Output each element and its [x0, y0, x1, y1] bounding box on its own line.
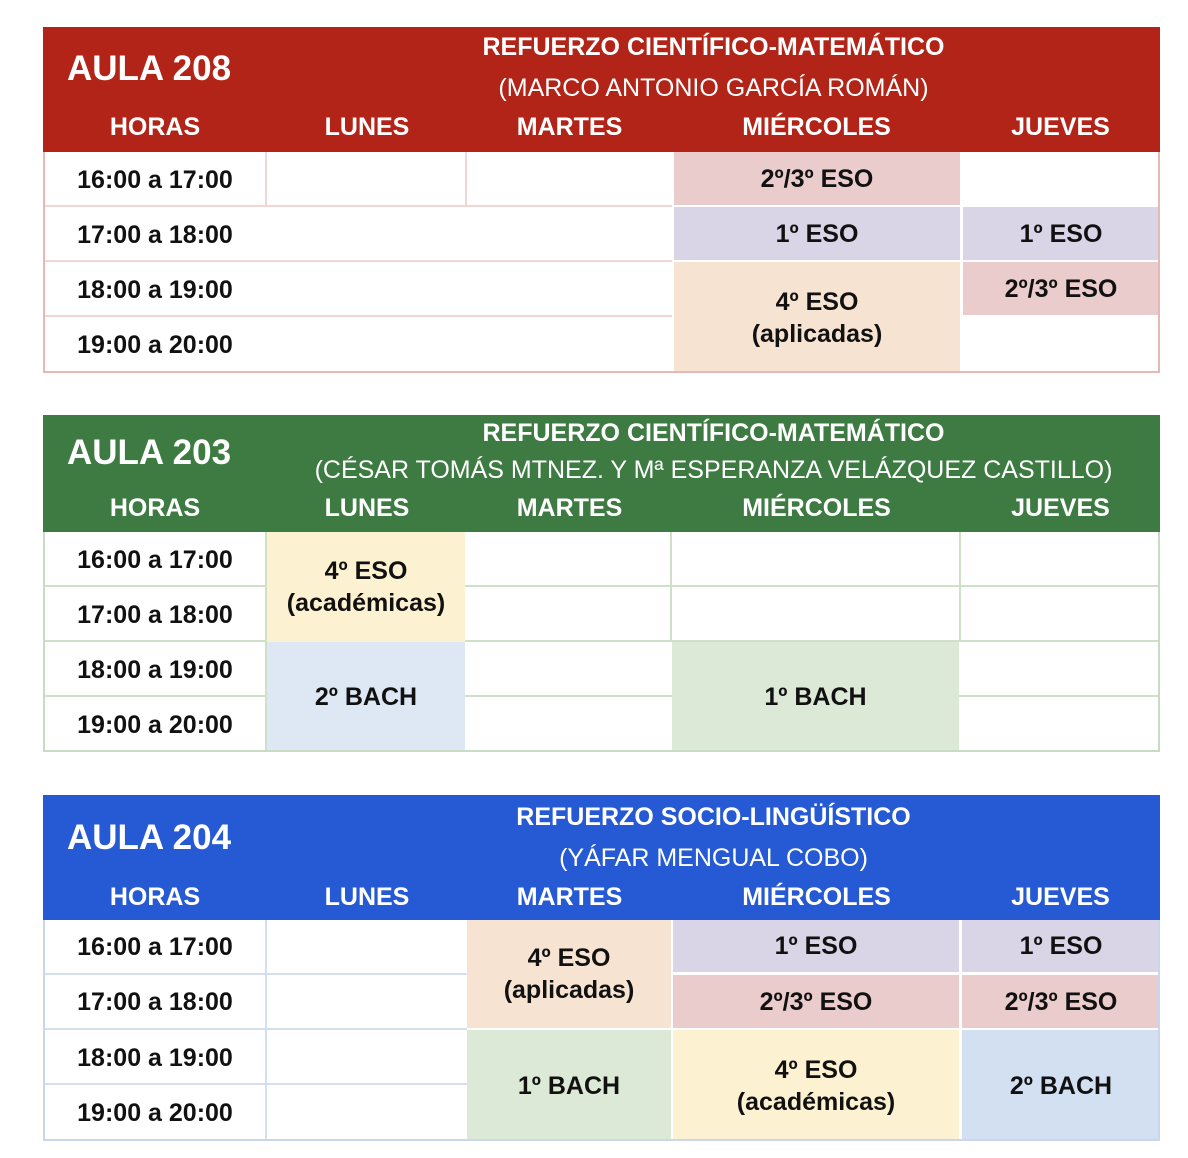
hour-label: 18:00 a 19:00: [77, 1043, 233, 1072]
grid-line: [43, 585, 267, 587]
session-cell: 2º BACH: [962, 1030, 1160, 1141]
session-cell: [267, 532, 465, 642]
column-header-lunes: LUNES: [324, 494, 410, 522]
hour-label: 18:00 a 19:00: [77, 275, 233, 304]
schedule-body: [43, 532, 1160, 752]
column-header-jueves: JUEVES: [1011, 494, 1110, 522]
schedule-header: [43, 415, 1160, 532]
room-title: AULA 204: [67, 818, 232, 857]
session-cell: [467, 920, 671, 1028]
schedule-body: [43, 920, 1160, 1141]
column-header-jueves: JUEVES: [1011, 113, 1110, 141]
session-cell: 1º ESO: [963, 207, 1159, 260]
schedule-body: [43, 152, 1160, 373]
grid-line: [43, 640, 267, 642]
session-cell: 1º BACH: [467, 1030, 671, 1141]
session-cell: 1º ESO: [674, 207, 960, 260]
grid-line: [265, 532, 267, 752]
hour-label: 17:00 a 18:00: [77, 987, 233, 1016]
subject-title: REFUERZO SOCIO-LINGÜÍSTICO: [516, 803, 911, 831]
grid-line: [465, 640, 1160, 642]
column-header-horas: HORAS: [109, 113, 201, 141]
teacher-name: (CÉSAR TOMÁS MTNEZ. Y Mª ESPERANZA VELÁZQUEZ CASTILLO): [314, 456, 1113, 484]
hour-label: 16:00 a 17:00: [77, 932, 233, 961]
column-header-horas: HORAS: [109, 494, 201, 522]
column-header-martes: MARTES: [516, 883, 623, 911]
column-header-jueves: JUEVES: [1011, 883, 1110, 911]
column-header-lunes: LUNES: [324, 883, 410, 911]
grid-line: [43, 973, 467, 975]
hour-label: 19:00 a 20:00: [77, 1099, 233, 1127]
session-line: (académicas): [736, 1087, 896, 1116]
teacher-name: (YÁFAR MENGUAL COBO): [559, 844, 868, 872]
session-cell: 2º/3º ESO: [962, 975, 1160, 1028]
grid-line: [670, 532, 672, 642]
session-line: 4º ESO: [527, 944, 611, 972]
grid-line: [465, 152, 467, 205]
grid-line: [465, 585, 1160, 587]
grid-line: [959, 695, 1160, 697]
subject-title: REFUERZO CIENTÍFICO-MATEMÁTICO: [482, 419, 945, 447]
schedule-aula-204: [43, 795, 1160, 1141]
column-header-horas: HORAS: [109, 883, 201, 911]
grid-line: [43, 315, 672, 317]
session-line: 4º ESO: [774, 1055, 858, 1084]
grid-line: [43, 260, 672, 262]
hour-label: 18:00 a 19:00: [77, 655, 233, 684]
hour-label: 19:00 a 20:00: [77, 330, 233, 359]
schedule-header: [43, 795, 1160, 920]
column-header-martes: MARTES: [516, 113, 623, 141]
grid-line: [465, 695, 672, 697]
grid-line: [43, 1083, 467, 1085]
column-header-miercoles: MIÉRCOLES: [742, 494, 891, 522]
session-cell: 2º/3º ESO: [673, 975, 959, 1028]
hour-label: 17:00 a 18:00: [77, 220, 233, 249]
grid-line: [43, 1028, 467, 1030]
session-cell: 1º BACH: [672, 642, 959, 752]
session-cell: [674, 262, 960, 373]
hour-label: 16:00 a 17:00: [77, 165, 233, 194]
session-line: 4º ESO: [775, 287, 859, 316]
grid-line: [43, 695, 267, 697]
subject-title: REFUERZO CIENTÍFICO-MATEMÁTICO: [482, 33, 945, 61]
session-cell: 2º BACH: [267, 642, 465, 752]
hour-label: 19:00 a 20:00: [77, 710, 233, 739]
session-cell: [673, 1030, 959, 1141]
session-line: (aplicadas): [751, 319, 883, 348]
column-header-miercoles: MIÉRCOLES: [742, 113, 891, 141]
schedule-aula-208: [43, 27, 1160, 373]
grid-line: [43, 205, 672, 207]
column-header-martes: MARTES: [516, 494, 623, 522]
schedule-aula-203: [43, 415, 1160, 752]
hour-label: 17:00 a 18:00: [77, 600, 233, 629]
grid-line: [959, 532, 961, 642]
session-line: (académicas): [286, 589, 446, 617]
session-cell: 1º ESO: [962, 920, 1160, 972]
column-header-lunes: LUNES: [324, 113, 410, 141]
session-cell: 1º ESO: [673, 920, 959, 972]
grid-line: [265, 152, 267, 205]
column-header-miercoles: MIÉRCOLES: [742, 883, 891, 911]
room-title: AULA 203: [67, 433, 232, 472]
grid-line: [265, 920, 267, 1141]
hour-label: 16:00 a 17:00: [77, 545, 233, 574]
room-title: AULA 208: [67, 49, 232, 88]
session-cell: 2º/3º ESO: [674, 152, 960, 205]
session-line: 4º ESO: [324, 557, 408, 585]
session-cell: 2º/3º ESO: [963, 262, 1159, 315]
teacher-name: (MARCO ANTONIO GARCÍA ROMÁN): [498, 74, 929, 102]
schedule-header: [43, 27, 1160, 152]
session-line: (aplicadas): [503, 976, 635, 1004]
